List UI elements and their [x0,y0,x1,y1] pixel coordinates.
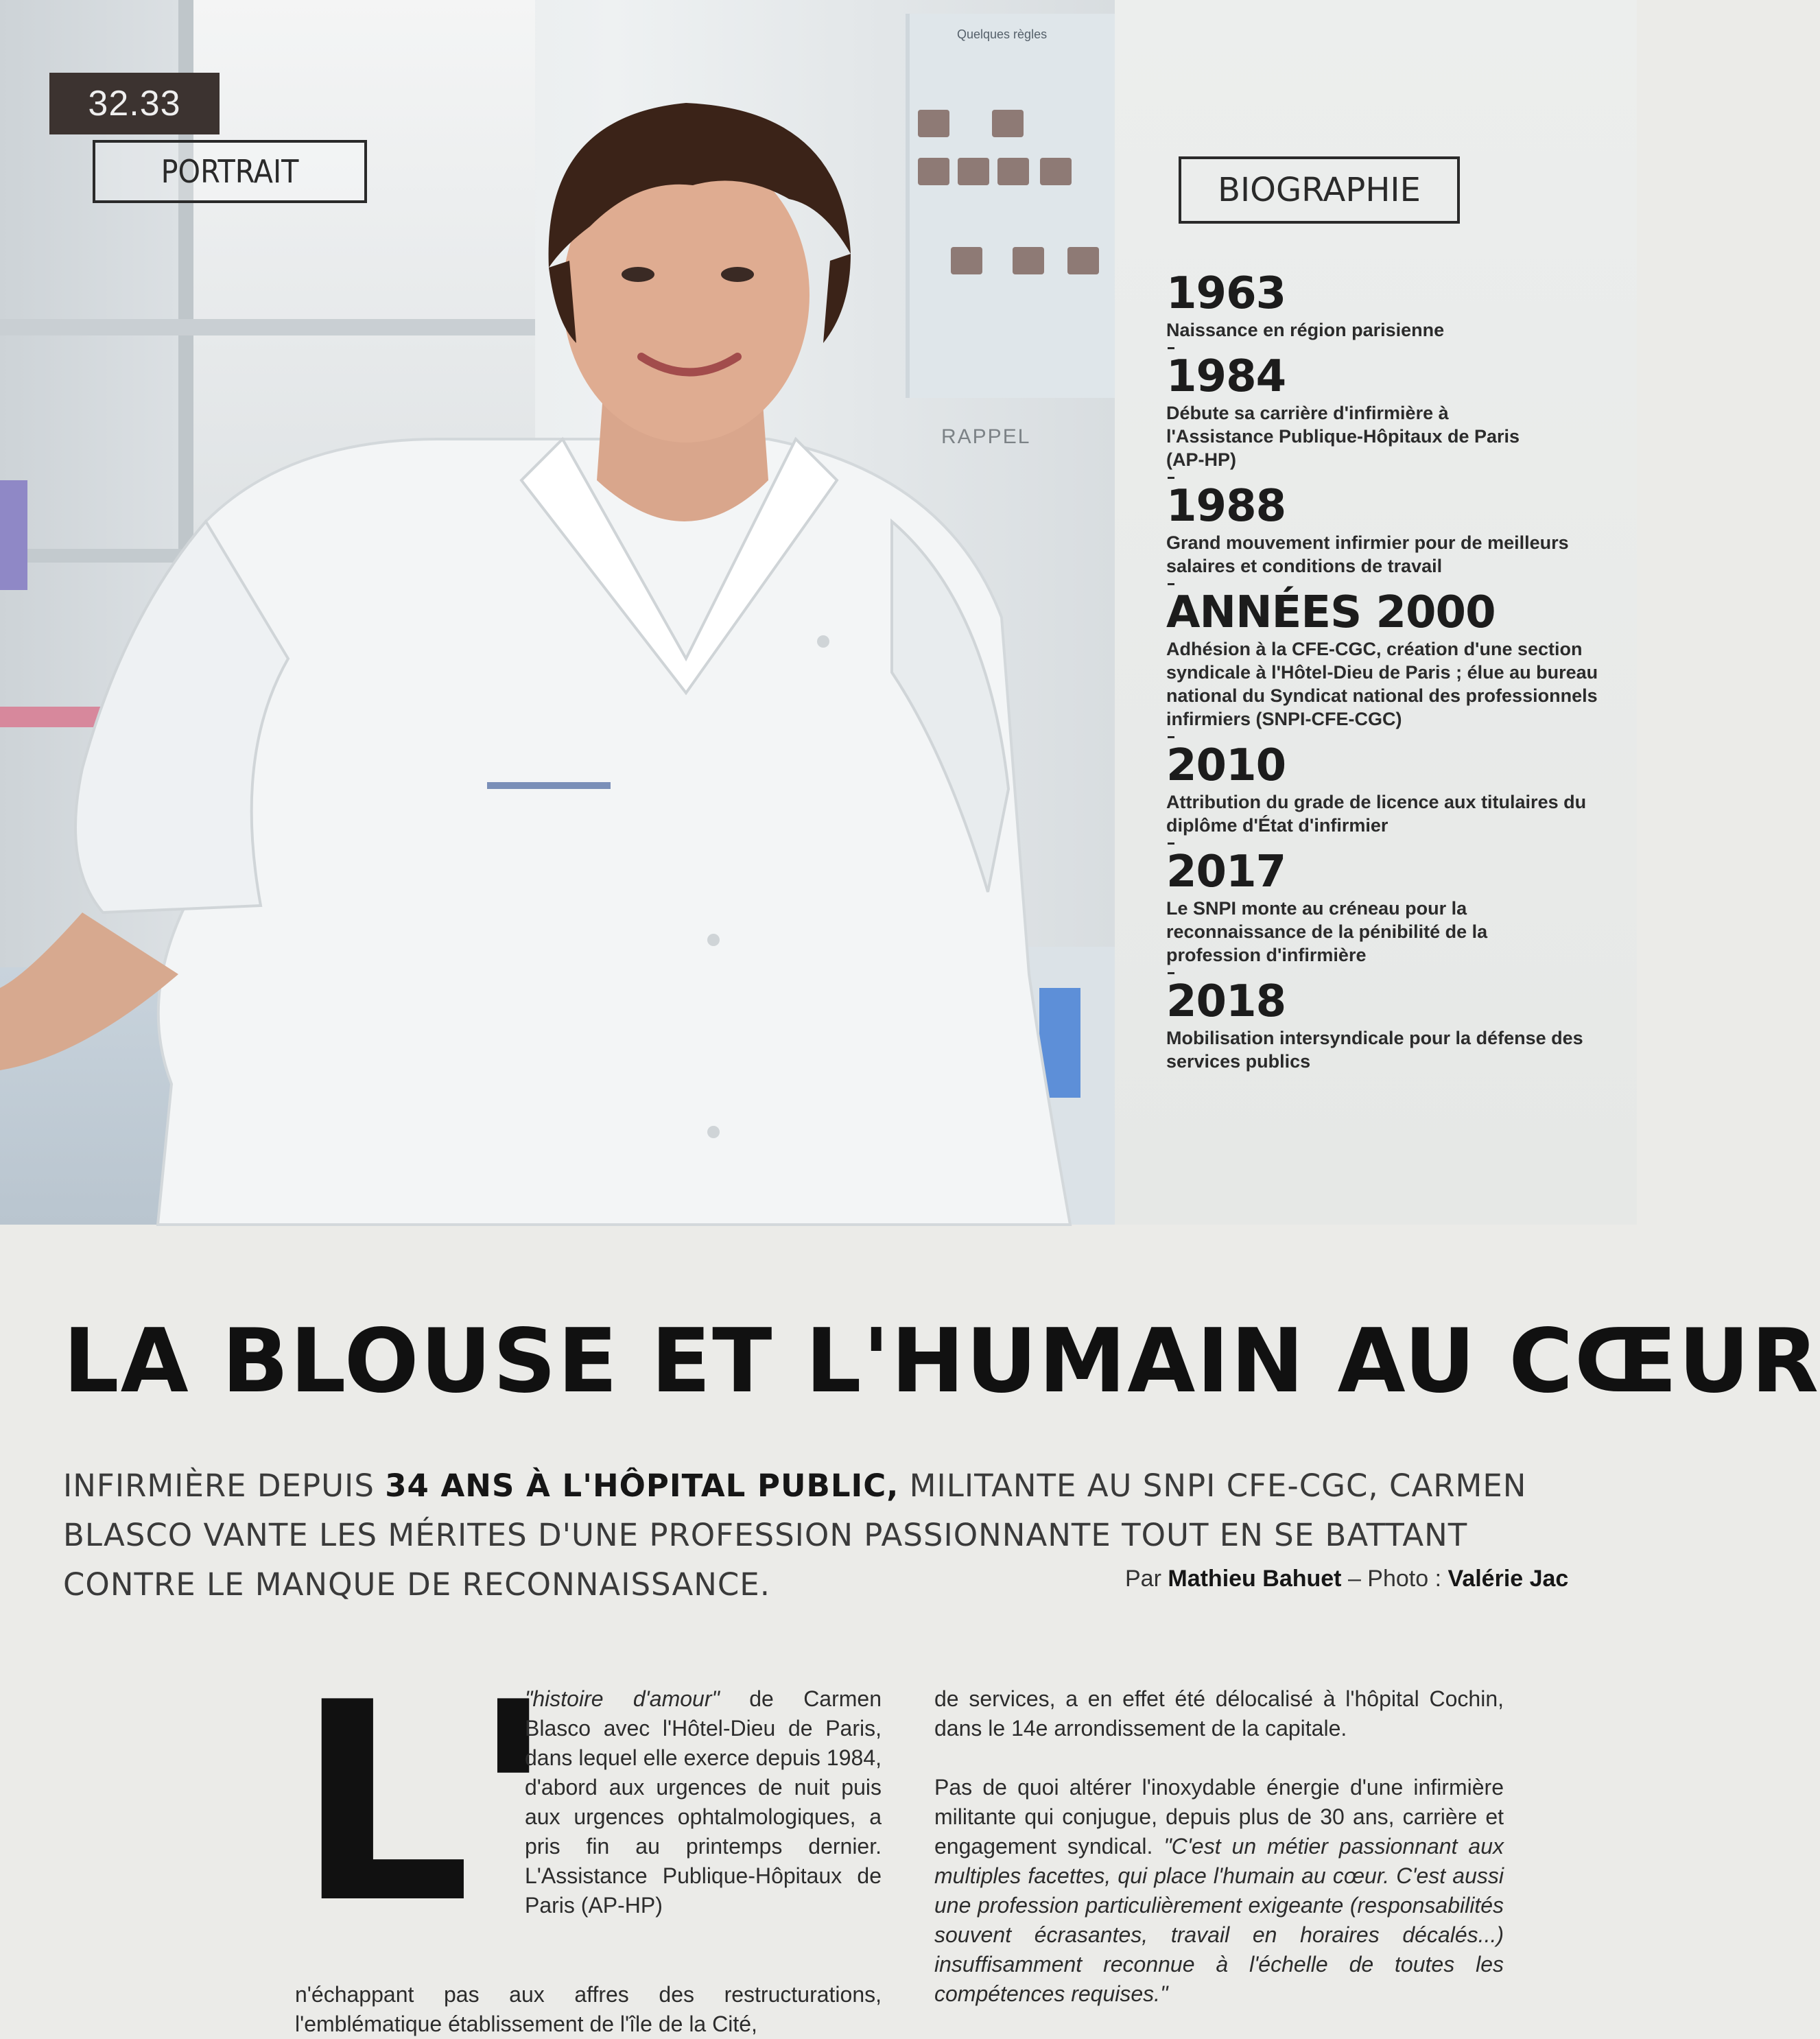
timeline-year: 2018 [1166,976,1286,1027]
paragraph [934,1773,1504,2009]
credit-author: Mathieu Bahuet [1168,1566,1342,1592]
paragraph [525,1684,882,1920]
quote: "histoire d'amour" [525,1686,720,1711]
timeline-divider [1168,972,1174,974]
credit-photo-label: – Photo : [1347,1566,1442,1592]
photo-poster-heading: Quelques règles [957,27,1048,41]
timeline-text: Attribution du grade de licence aux titulaires du diplôme d'État d'infirmier [1166,792,1587,836]
photo-rappel-sign: RAPPEL [941,425,1031,448]
paragraph-text: de services, a en effet été délocalisé à l'hôpital Cochin, dans le 14e arrondissement de la capitale. [934,1686,1504,1741]
timeline-divider [1168,477,1174,479]
drop-cap: L' [296,1645,556,1964]
timeline-text: Adhésion à la CFE-CGC, création d'une section syndicale à l'Hôtel-Dieu de Paris ; élue au bureau national du Syndicat national des professionnels infirmiers (SNPI-CFE-CGC) [1166,639,1598,729]
lede-highlight: 34 ANS À L'HÔPITAL PUBLIC, [385,1468,899,1504]
timeline-text: Débute sa carrière d'infirmière à l'Assistance Publique-Hôpitaux de Paris (AP-HP) [1166,403,1520,470]
timeline-entry [1166,482,1619,585]
timeline-year: 2010 [1166,740,1286,791]
timeline-year: 1988 [1166,481,1286,532]
article-headline: LA BLOUSE ET L'HUMAIN AU CŒUR [63,1310,1820,1413]
article-column-1-continued [295,1980,882,2039]
timeline-year: 1984 [1166,351,1286,402]
credit-by-label: Par [1125,1566,1161,1592]
article-column-1 [525,1684,882,1920]
lede-text: INFIRMIÈRE DEPUIS [63,1468,386,1504]
timeline-entry [1166,352,1523,479]
timeline-entry [1166,741,1592,845]
issue-number: 32.33 [49,73,220,134]
lede-text: MILITANTE AU SNPI CFE-CGC, CARMEN BLASCO VANTE LES MÉRITES D'UNE PROFESSION PASSIONNANTE TOUT EN SE BATTANT CONTRE LE MANQUE DE RECONNAISSANCE. [63,1468,1527,1603]
article-column-2 [934,1684,1504,2038]
timeline-entry [1166,269,1523,349]
timeline-year: ANNÉES 2000 [1166,587,1496,638]
credit-photographer: Valérie Jac [1447,1566,1569,1592]
paragraph-text: n'échappant pas aux affres des restructurations, l'emblématique établissement de l'île de la Cité, [295,1982,882,2036]
timeline-text: Grand mouvement infirmier pour de meilleurs salaires et conditions de travail [1166,532,1569,576]
timeline-text: Le SNPI monte au créneau pour la reconnaissance de la pénibilité de la profession d'infirmière [1166,898,1488,965]
quote: "C'est un métier passionnant aux multiples facettes, qui place l'humain au cœur. C'est aussi une profession particulièrement exigeante (responsabilités souvent écrasantes, travail en horaires décalés...) insuffisamment reconnue à l'échelle de toutes les compétences requises." [934,1834,1504,2006]
biography-heading: BIOGRAPHIE [1179,156,1460,224]
biography-timeline [1166,269,1619,1073]
timeline-entry [1166,588,1605,738]
timeline-divider [1168,583,1174,585]
article-credits [1125,1566,1568,1592]
timeline-divider [1168,736,1174,738]
timeline-entry [1166,847,1523,974]
section-tag: PORTRAIT [93,140,367,203]
timeline-text: Mobilisation intersyndicale pour la défense des services publics [1166,1028,1583,1072]
paragraph-text: de Carmen Blasco avec l'Hôtel-Dieu de Paris, dans lequel elle exerce depuis 1984, d'abord aux urgences de nuit puis aux urgences ophtalmologiques, a pris fin au printemps dernier. L'Assistance Publique-Hôpitaux de Paris (AP-HP) [525,1686,882,1918]
timeline-year: 2017 [1166,847,1286,897]
timeline-divider [1168,842,1174,845]
timeline-divider [1168,347,1174,349]
timeline-year: 1963 [1166,268,1286,319]
timeline-entry [1166,977,1619,1073]
timeline-text: Naissance en région parisienne [1166,320,1445,340]
paragraph-text: Pas de quoi altérer l'inoxydable énergie d'une infirmière militante qui conjugue, depuis plus de 30 ans, carrière et engagement syndical. [934,1775,1504,1859]
